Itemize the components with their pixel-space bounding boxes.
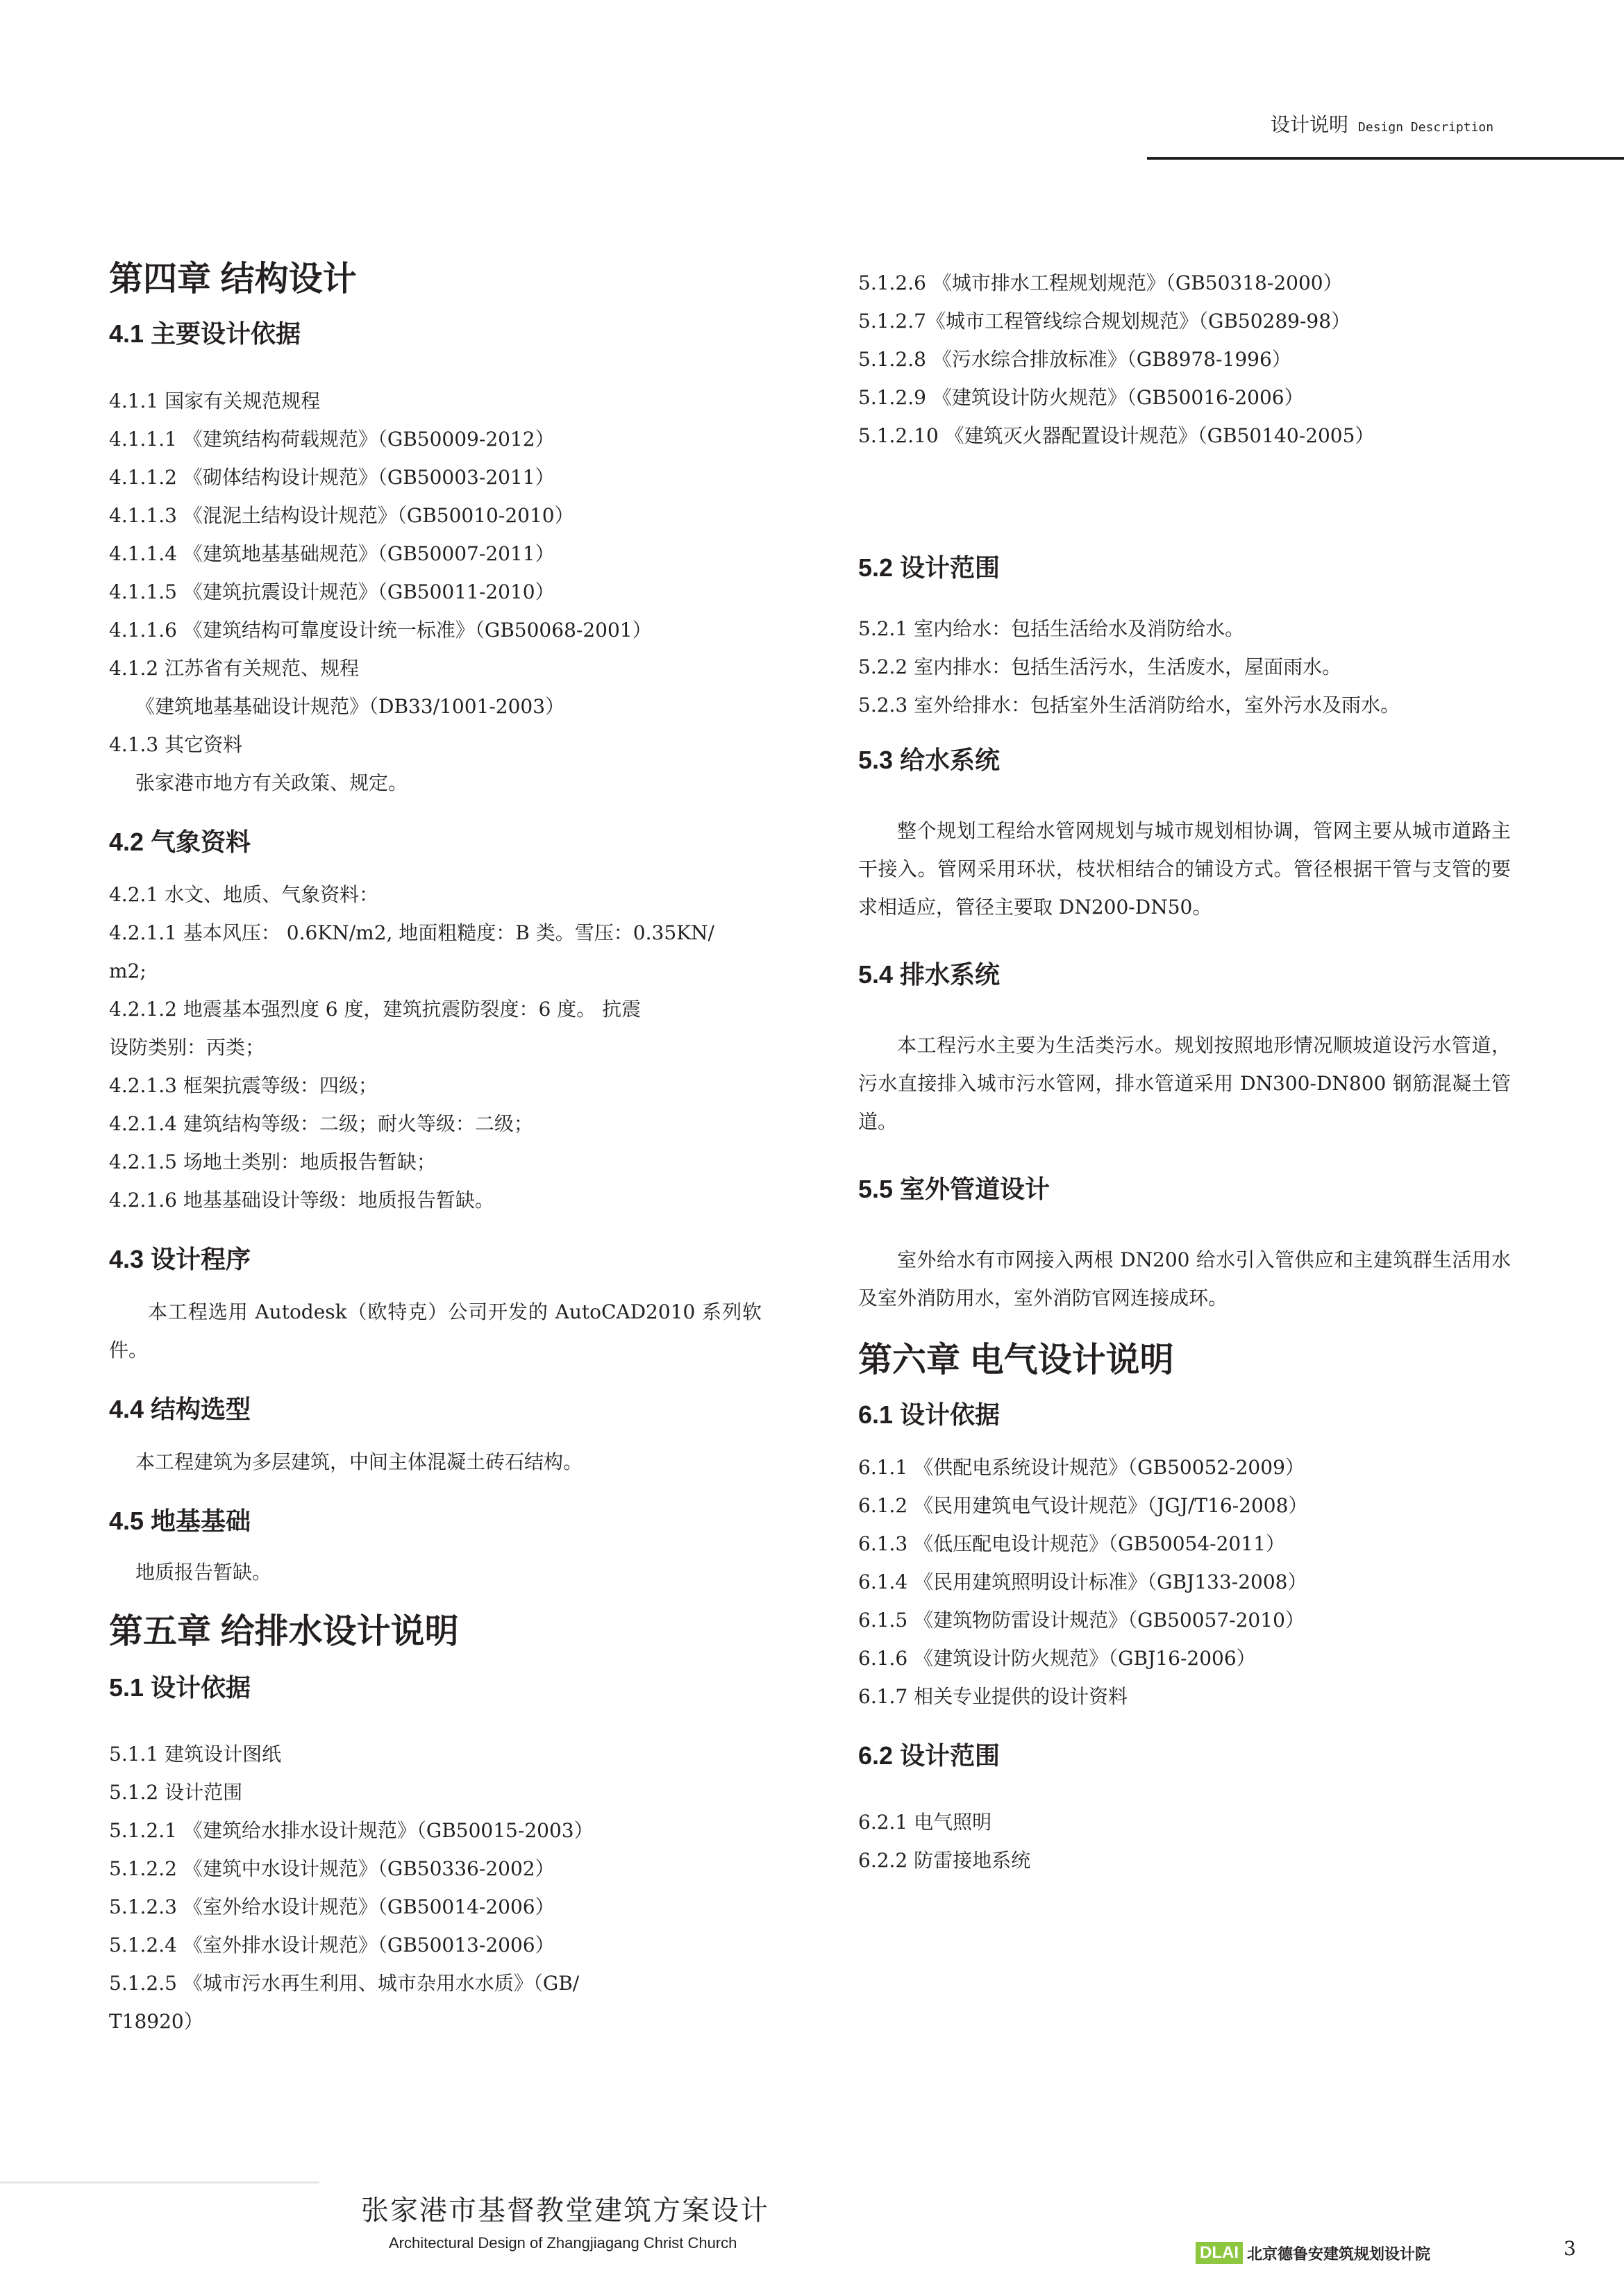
list-item: 4.2.1.1 基本风压： 0.6KN/m2, 地面粗糙度：B 类。雪压：0.35KN/ — [109, 921, 714, 944]
section-5-4-text: 本工程污水主要为生活类污水。规划按照地形情况顺坡道设污水管道，污水直接排入城市污水管网，排水管道采用 DN300-DN800 钢筋混凝土管道。 — [858, 1034, 1511, 1133]
list-item: 6.1.5 《建筑物防雷设计规范》（GB50057-2010） — [858, 1609, 1305, 1632]
list-item: 6.1.7 相关专业提供的设计资料 — [858, 1685, 1128, 1708]
list-item: 6.1.2 《民用建筑电气设计规范》（JGJ/T16-2008） — [858, 1494, 1308, 1517]
list-item: 5.1.2.6 《城市排水工程规划规范》（GB50318-2000） — [858, 271, 1343, 294]
list-item: 6.1.6 《建筑设计防火规范》（GBJ16-2006） — [858, 1647, 1256, 1670]
list-item: 4.2.1.5 场地土类别：地质报告暂缺； — [109, 1150, 436, 1173]
list-item: 6.1.1 《供配电系统设计规范》（GB50052-2009） — [858, 1456, 1305, 1479]
list-item: 5.2.2 室内排水：包括生活污水，生活废水，屋面雨水。 — [858, 655, 1342, 678]
firm-logo-badge: DLAI — [1196, 2242, 1243, 2264]
right-column — [858, 264, 1511, 1879]
section-4-3-title: 4.3 设计程序 — [109, 1245, 251, 1273]
section-5-2-title: 5.2 设计范围 — [858, 553, 1001, 582]
list-item: 5.1.2.5 《城市污水再生利用、城市杂用水水质》（GB/ — [109, 1972, 580, 1995]
list-item: 4.2.1.2 地震基本强烈度 6 度，建筑抗震防裂度：6 度。 抗震 — [109, 998, 642, 1021]
list-item: 5.1.2.2 《建筑中水设计规范》（GB50336-2002） — [109, 1857, 555, 1880]
section-4-1-title: 4.1 主要设计依据 — [109, 319, 301, 348]
section-6-2-title: 6.2 设计范围 — [858, 1741, 1001, 1770]
chapter-5-title: 第五章 给排水设计说明 — [109, 1613, 459, 1650]
footer-subtitle: Architectural Design of Zhangjiagang Christ Church — [389, 2234, 737, 2252]
list-item: 4.2.1.3 框架抗震等级：四级； — [109, 1074, 378, 1097]
footer-title: 张家港市基督教堂建筑方案设计 — [361, 2195, 769, 2226]
list-item: 4.1.1.5 《建筑抗震设计规范》（GB50011-2010） — [109, 580, 555, 603]
page-header — [1271, 110, 1493, 137]
list-item: 5.1.2.3 《室外给水设计规范》（GB50014-2006） — [109, 1895, 555, 1918]
section-4-3-text: 本工程选用 Autodesk（欧特克）公司开发的 AutoCAD2010 系列软件。 — [109, 1300, 762, 1361]
list-item: 5.1.2.9 《建筑设计防火规范》（GB50016-2006） — [858, 386, 1304, 409]
list-item: 5.1.2.10 《建筑灭火器配置设计规范》（GB50140-2005） — [858, 424, 1375, 447]
list-item: 5.1.2.4 《室外排水设计规范》（GB50013-2006） — [109, 1934, 555, 1956]
list-item: 4.1.1.2 《砌体结构设计规范》（GB50003-2011） — [109, 466, 555, 489]
section-4-4-text: 本工程建筑为多层建筑，中间主体混凝土砖石结构。 — [135, 1450, 583, 1473]
list-item: T18920） — [109, 2010, 203, 2033]
section-5-4-title: 5.4 排水系统 — [858, 960, 1001, 989]
section-5-1-list — [109, 1735, 762, 2041]
section-5-5-text: 室外给水有市网接入两根 DN200 给水引入管供应和主建筑群生活用水及室外消防用水，室外消防官网连接成环。 — [858, 1248, 1511, 1309]
chapter-4-title: 第四章 结构设计 — [109, 260, 357, 298]
list-item: 《建筑地基基础设计规范》（DB33/1001-2003） — [135, 695, 565, 718]
firm-logo — [1196, 2241, 1430, 2265]
list-item: 4.1.1.6 《建筑结构可靠度设计统一标准》（GB50068-2001） — [109, 619, 652, 642]
header-title-cn: 设计说明 — [1271, 114, 1349, 135]
list-item: 4.2.1 水文、地质、气象资料： — [109, 883, 379, 906]
section-5-5-title: 5.5 室外管道设计 — [858, 1175, 1050, 1203]
section-5-1-title: 5.1 设计依据 — [109, 1673, 251, 1702]
list-item: 6.2.2 防雷接地系统 — [858, 1849, 1031, 1872]
list-item: 6.1.4 《民用建筑照明设计标准》（GBJ133-2008） — [858, 1570, 1307, 1593]
section-4-4-title: 4.4 结构选型 — [109, 1395, 251, 1423]
list-item: m2; — [109, 960, 147, 982]
section-5-2-list — [858, 610, 1511, 724]
list-item: 6.2.1 电气照明 — [858, 1811, 992, 1834]
section-4-1-list — [109, 382, 762, 802]
list-item: 5.1.1 建筑设计图纸 — [109, 1743, 282, 1766]
section-4-2-list — [109, 875, 762, 1219]
list-item: 4.1.3 其它资料 — [109, 733, 243, 756]
chapter-6-title: 第六章 电气设计说明 — [858, 1341, 1174, 1379]
list-item: 5.2.3 室外给排水：包括室外生活消防给水，室外污水及雨水。 — [858, 694, 1400, 717]
list-item: 4.1.2 江苏省有关规范、规程 — [109, 657, 360, 680]
firm-name: 北京德鲁安建筑规划设计院 — [1247, 2245, 1431, 2263]
list-item: 4.1.1.4 《建筑地基基础规范》（GB50007-2011） — [109, 542, 555, 565]
section-4-2-title: 4.2 气象资料 — [109, 828, 251, 856]
section-5-1-continued-list — [858, 264, 1511, 455]
section-6-2-list — [858, 1803, 1511, 1879]
list-item: 4.2.1.6 地基基础设计等级：地质报告暂缺。 — [109, 1189, 494, 1212]
list-item: 设防类别：丙类； — [109, 1036, 265, 1059]
list-item: 6.1.3 《低压配电设计规范》（GB50054-2011） — [858, 1532, 1285, 1555]
section-4-5-text: 地质报告暂缺。 — [135, 1561, 272, 1584]
section-4-5-title: 4.5 地基基础 — [109, 1507, 251, 1535]
section-5-3-text: 整个规划工程给水管网规划与城市规划相协调，管网主要从城市道路主干接入。管网采用环状，枝状相结合的铺设方式。管径根据干管与支管的要求相适应，管径主要取 DN200-DN50。 — [858, 819, 1511, 919]
list-item: 5.1.2 设计范围 — [109, 1781, 243, 1804]
list-item: 张家港市地方有关政策、规定。 — [135, 771, 408, 794]
list-item: 5.1.2.8 《污水综合排放标准》（GB8978-1996） — [858, 348, 1291, 371]
list-item: 5.1.2.7《城市工程管线综合规划规范》（GB50289-98） — [858, 310, 1351, 333]
header-title-en: Design Description — [1358, 120, 1494, 135]
header-rule — [1147, 157, 1624, 160]
left-column — [109, 262, 762, 2041]
page-number: 3 — [1564, 2237, 1576, 2260]
section-6-1-title: 6.1 设计依据 — [858, 1400, 1001, 1429]
footer-rule — [0, 2181, 319, 2184]
list-item: 5.2.1 室内给水：包括生活给水及消防给水。 — [858, 617, 1245, 640]
section-6-1-list — [858, 1448, 1511, 1716]
list-item: 4.1.1.3 《混泥土结构设计规范》（GB50010-2010） — [109, 504, 574, 527]
list-item: 4.1.1 国家有关规范规程 — [109, 389, 321, 412]
section-5-3-title: 5.3 给水系统 — [858, 746, 1001, 774]
list-item: 4.2.1.4 建筑结构等级：二级；耐火等级：二级； — [109, 1112, 533, 1135]
list-item: 4.1.1.1 《建筑结构荷载规范》（GB50009-2012） — [109, 428, 555, 451]
list-item: 5.1.2.1 《建筑给水排水设计规范》（GB50015-2003） — [109, 1819, 594, 1842]
